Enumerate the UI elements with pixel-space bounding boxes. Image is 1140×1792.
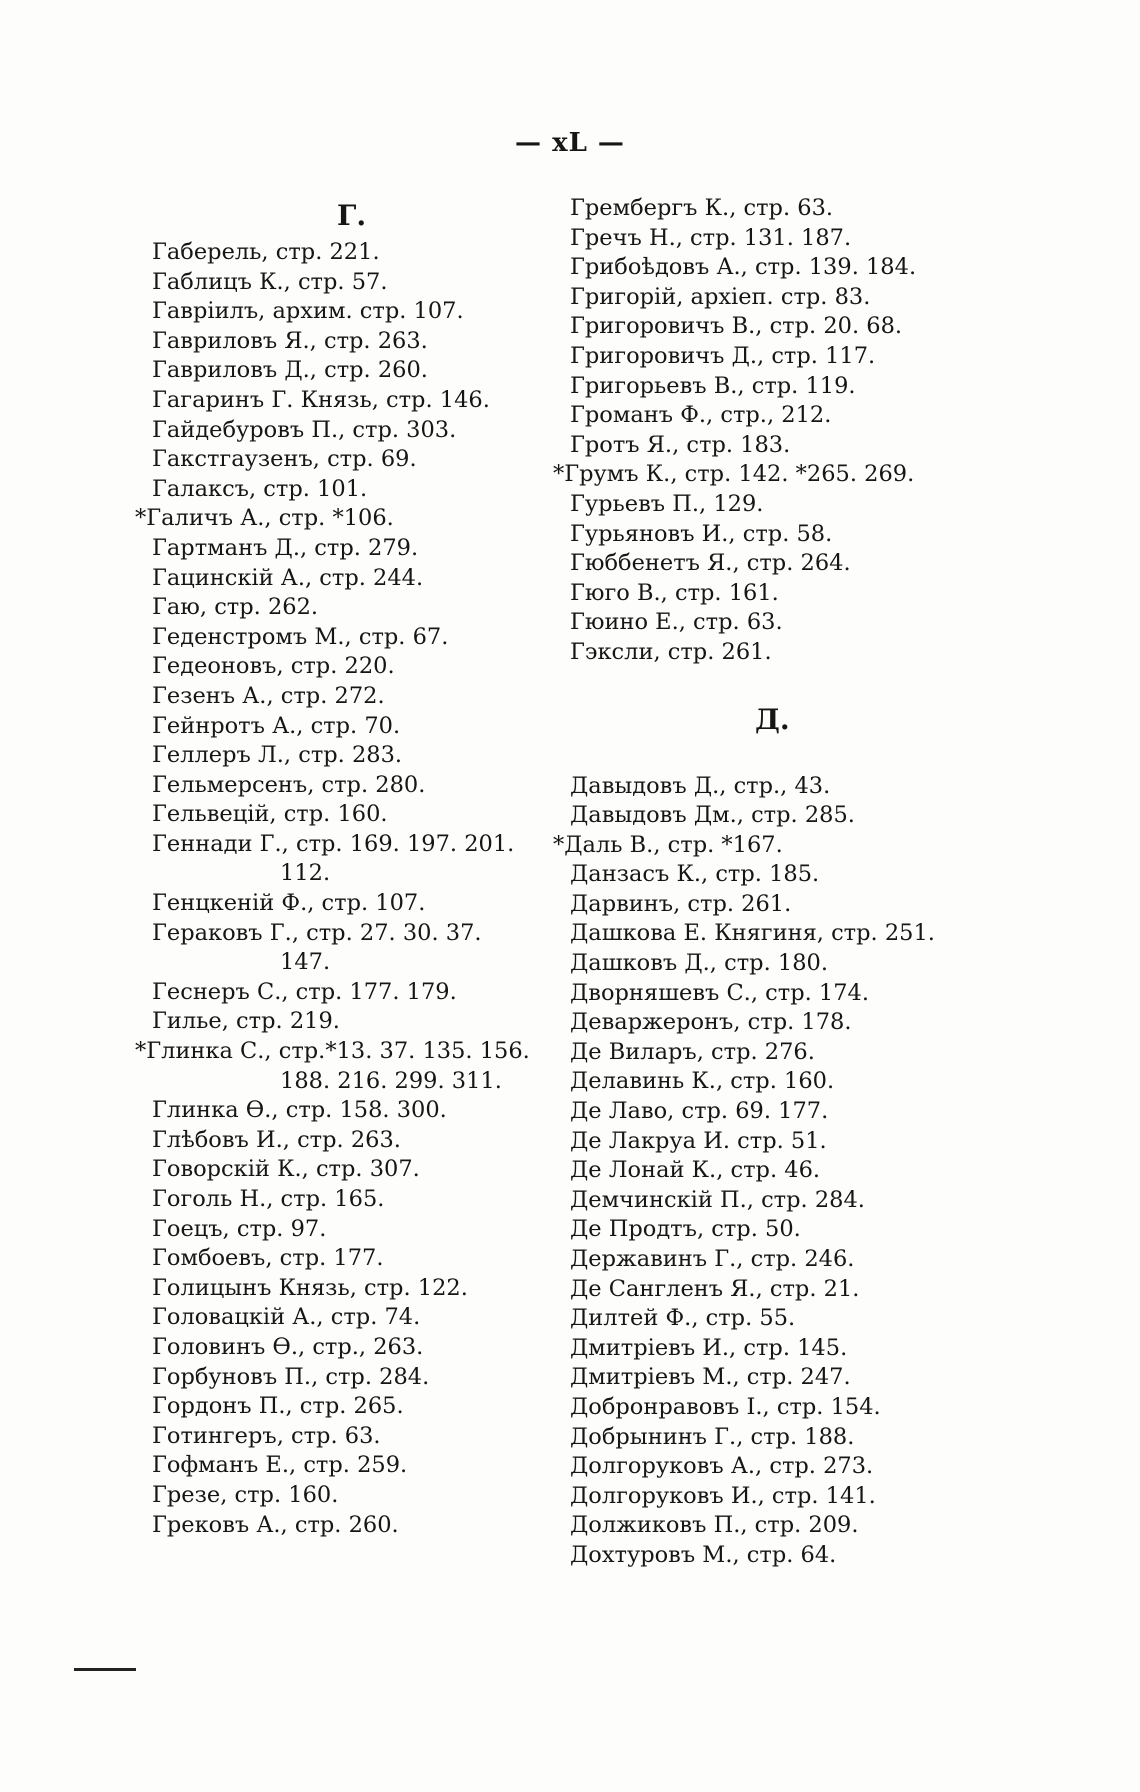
printer-rule [74, 1668, 136, 1671]
index-entry-continuation: 112. [280, 860, 331, 887]
index-entry: Деваржеронъ, стр. 178. [570, 1009, 852, 1036]
index-entry: Дмитріевъ И., стр. 145. [570, 1334, 848, 1361]
index-entry: Гофманъ Е., стр. 259. [152, 1452, 408, 1479]
index-entry: Григоровичъ Д., стр. 117. [570, 342, 876, 369]
index-entry: Гейнротъ А., стр. 70. [152, 712, 401, 739]
index-entry-continuation: 188. 216. 299. 311. [280, 1067, 502, 1094]
index-entry: Гераковъ Г., стр. 27. 30. 37. [152, 919, 482, 946]
index-entry: Делавинь К., стр. 160. [570, 1068, 835, 1095]
index-entry: Державинъ Г., стр. 246. [570, 1246, 855, 1272]
index-entry: Гацинскій А., стр. 244. [152, 564, 424, 591]
index-entry: Глѣбовъ И., стр. 263. [152, 1126, 401, 1153]
index-entry: Геллеръ Л., стр. 283. [152, 742, 403, 769]
index-entry: Гельвецій, стр. 160. [152, 801, 388, 828]
index-entry: Гюббенетъ Я., стр. 264. [570, 550, 851, 577]
index-entry: Данзасъ К., стр. 185. [570, 861, 820, 888]
index-entry: *Глинка С., стр.*13. 37. 135. 156. [135, 1038, 530, 1065]
section-letter-d: Д. [755, 702, 790, 736]
index-entry: Демчинскій П., стр. 284. [570, 1186, 865, 1213]
section-gap [570, 668, 1000, 698]
index-entry: Глинка Ѳ., стр. 158. 300. [152, 1097, 447, 1124]
index-entry: Грековъ А., стр. 260. [152, 1511, 399, 1538]
index-entry: Головинъ Ѳ., стр., 263. [152, 1333, 424, 1360]
index-entry: Дохтуровъ М., стр. 64. [570, 1541, 837, 1568]
index-entry: Гомбоевъ, стр. 177. [152, 1245, 384, 1272]
index-entry: Григорій, архіеп. стр. 83. [570, 283, 871, 310]
index-entry: *Галичъ А., стр. *106. [135, 505, 394, 532]
section-gap [570, 742, 1000, 772]
index-entry: Гурьевъ П., 129. [570, 490, 764, 517]
index-entry: Гартманъ Д., стр. 279. [152, 534, 419, 561]
index-entry: Де Продтъ, стр. 50. [570, 1216, 801, 1243]
index-entry: Гедеоновъ, стр. 220. [152, 653, 395, 680]
index-entry: Дмитріевъ М., стр. 247. [570, 1364, 851, 1391]
index-entry: Дворняшевъ С., стр. 174. [570, 979, 869, 1006]
index-entry: Генцкеній Ф., стр. 107. [152, 890, 426, 917]
index-entry: Гротъ Я., стр. 183. [570, 431, 791, 458]
index-entry: Гэксли, стр. 261. [570, 638, 772, 665]
index-entry: Галаксъ, стр. 101. [152, 475, 368, 502]
index-entry: Голицынъ Князь, стр. 122. [152, 1274, 468, 1301]
index-entry: Гавриловъ Я., стр. 263. [152, 327, 428, 354]
index-column-right [553, 194, 1000, 1571]
index-entry: Говорскій К., стр. 307. [152, 1156, 420, 1183]
index-entry: Гайдебуровъ П., стр. 303. [152, 416, 457, 443]
index-entry: Дарвинъ, стр. 261. [570, 890, 792, 917]
index-entry: Геннади Г., стр. 169. 197. 201. [152, 830, 515, 857]
index-entry: Габлицъ К., стр. 57. [152, 268, 388, 295]
index-entry: Де Виларъ, стр. 276. [570, 1038, 815, 1065]
index-entry: Дилтей Ф., стр. 55. [570, 1305, 796, 1332]
index-entry: Габерель, стр. 221. [152, 239, 380, 265]
index-entry: Гезенъ А., стр. 272. [152, 682, 385, 709]
index-entry: Дашковъ Д., стр. 180. [570, 950, 828, 977]
index-entry: *Грумъ К., стр. 142. *265. 269. [553, 461, 915, 488]
index-entry: Гречъ Н., стр. 131. 187. [570, 224, 852, 251]
index-entry: Грезе, стр. 160. [152, 1481, 339, 1508]
index-entry: Де Лакруа И. стр. 51. [570, 1127, 827, 1154]
index-entry: Гельмерсенъ, стр. 280. [152, 771, 426, 798]
index-entry: Готингеръ, стр. 63. [152, 1422, 381, 1449]
index-entry: Геснеръ С., стр. 177. 179. [152, 978, 457, 1005]
section-letter-g: Г. [337, 199, 367, 232]
index-entry: Гавріилъ, архим. стр. 107. [152, 298, 464, 325]
index-entry: Де Сангленъ Я., стр. 21. [570, 1275, 860, 1302]
index-entry: Гоецъ, стр. 97. [152, 1215, 327, 1242]
index-entry: Де Лонай К., стр. 46. [570, 1157, 821, 1184]
index-entry: Добрынинъ Г., стр. 188. [570, 1423, 855, 1450]
index-entry: *Даль В., стр. *167. [553, 831, 783, 858]
index-entry: Долгоруковъ А., стр. 273. [570, 1453, 874, 1480]
index-entry: Гурьяновъ И., стр. 58. [570, 520, 833, 547]
index-entry: Головацкій А., стр. 74. [152, 1304, 421, 1331]
index-entry: Долгоруковъ И., стр. 141. [570, 1482, 876, 1509]
index-entry: Гакстгаузенъ, стр. 69. [152, 446, 417, 473]
index-entry: Добронравовъ І., стр. 154. [570, 1393, 881, 1420]
page-number: — xL — [515, 128, 625, 158]
index-entry: Григорьевъ В., стр. 119. [570, 372, 856, 399]
index-entry: Должиковъ П., стр. 209. [570, 1512, 859, 1539]
index-column-left [135, 194, 582, 1540]
index-entry: Геденстромъ М., стр. 67. [152, 623, 449, 650]
index-entry: Громанъ Ф., стр., 212. [570, 402, 832, 429]
index-entry: Гюго В., стр. 161. [570, 579, 779, 606]
index-entry: Гаю, стр. 262. [152, 594, 319, 621]
index-entry: Гоголь Н., стр. 165. [152, 1186, 385, 1212]
index-entry: Гордонъ П., стр. 265. [152, 1393, 404, 1420]
index-entry: Дашкова Е. Княгиня, стр. 251. [570, 920, 935, 947]
index-entry: Гюино Е., стр. 63. [570, 609, 783, 636]
index-entry: Гагаринъ Г. Князь, стр. 146. [152, 386, 490, 413]
index-entry: Гилье, стр. 219. [152, 1008, 340, 1035]
index-entry: Де Лаво, стр. 69. 177. [570, 1098, 829, 1125]
index-entry: Грембергъ К., стр. 63. [570, 195, 834, 221]
index-entry: Давыдовъ Дм., стр. 285. [570, 802, 855, 829]
index-entry: Грибоѣдовъ А., стр. 139. 184. [570, 254, 917, 281]
index-entry: Давыдовъ Д., стр., 43. [570, 772, 831, 799]
index-entry-continuation: 147. [280, 949, 331, 976]
index-entry: Григоровичъ В., стр. 20. 68. [570, 313, 903, 340]
index-entry: Горбуновъ П., стр. 284. [152, 1363, 430, 1390]
index-entry: Гавриловъ Д., стр. 260. [152, 357, 428, 384]
